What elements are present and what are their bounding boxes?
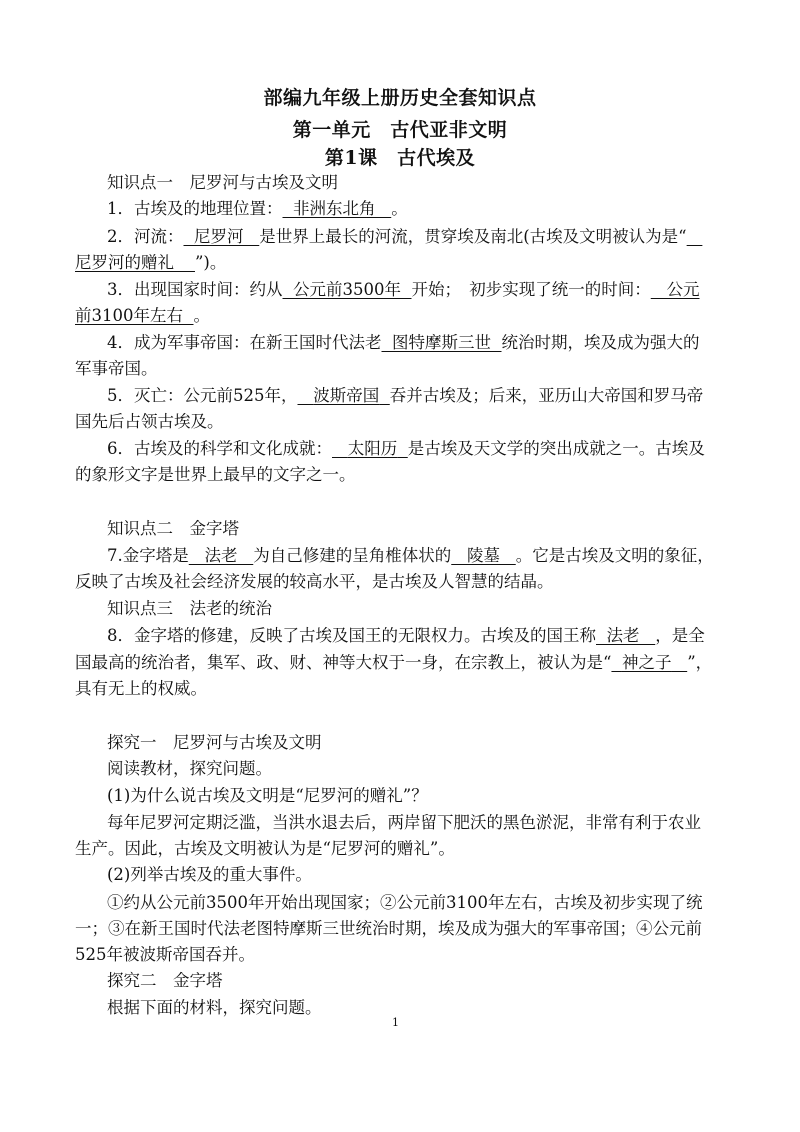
kp3-item-8: 8．金字塔的修建，反映了古埃及国王的无限权力。古埃及的国王称 法老 ，是全 (107, 626, 705, 645)
ex2-heading: 探究二 金字塔 (107, 971, 223, 990)
page-number: 1 (392, 1016, 399, 1029)
kp3-item-8-cont: 国最高的统治者，集军、政、财、神等大权于一身，在宗教上，被认为是“ 神之子 ”， (75, 653, 713, 672)
lesson-title: 第1课 古代埃及 (324, 147, 476, 169)
ex1-answer-1-cont: 生产。因此，古埃及文明被认为是“尼罗河的赠礼”。 (75, 839, 455, 858)
kp1-item-4-cont: 军事帝国。 (75, 359, 158, 378)
ex1-answer-2-cont2: 525年被波斯帝国吞并。 (75, 945, 255, 964)
kp1-item-2-cont: 尼罗河的赠礼 ”)。 (75, 253, 227, 272)
answer-blank: 神之子 (621, 653, 672, 672)
answer-blank: 前3100年左右 (75, 306, 183, 325)
kp2-heading: 知识点二 金字塔 (107, 519, 239, 538)
answer-blank: 非洲东北角 (293, 199, 376, 218)
kp1-item-5-cont: 国先后占领古埃及。 (75, 412, 224, 431)
ex1-intro: 阅读教材，探究问题。 (107, 759, 272, 778)
answer-blank: 法老 (204, 546, 238, 565)
answer-blank: 波斯帝国 (313, 386, 380, 405)
kp3-item-8-cont2: 具有无上的权威。 (75, 679, 207, 698)
answer-blank: 陵墓 (467, 546, 500, 565)
kp1-heading: 知识点一 尼罗河与古埃及文明 (107, 173, 338, 192)
ex1-question-2: (2)列举古埃及的重大事件。 (107, 865, 312, 884)
ex1-answer-2-cont: 一；③在新王国时代法老图特摩斯三世统治时期，埃及成为强大的军事帝国；④公元前 (75, 919, 702, 938)
answer-blank: 法老 (606, 626, 640, 645)
kp1-item-6: 6．古埃及的科学和文化成就： 太阳历 是古埃及天文学的突出成就之一。古埃及 (107, 439, 705, 458)
answer-blank: 图特摩斯三世 (392, 333, 491, 352)
answer-blank: 公元前3500年 (293, 280, 401, 299)
kp2-item-7-cont: 反映了古埃及社会经济发展的较高水平，是古埃及人智慧的结晶。 (75, 572, 554, 591)
answer-blank: 尼罗河的赠礼 (75, 253, 174, 272)
ex1-question-1: (1)为什么说古埃及文明是“尼罗河的赠礼”？ (107, 786, 428, 805)
kp1-item-1: 1．古埃及的地理位置： 非洲东北角 。 (107, 199, 408, 218)
kp1-item-3-cont: 前3100年左右 。 (75, 306, 210, 325)
unit-title: 第一单元 古代亚非文明 (292, 119, 508, 141)
kp1-item-2: 2．河流： 尼罗河 是世界上最长的河流，贯穿埃及南北(古埃及文明被认为是“ (107, 224, 762, 250)
kp3-heading: 知识点三 法老的统治 (107, 599, 272, 618)
document-title: 部编九年级上册历史全套知识点 (263, 87, 537, 109)
kp1-item-6-cont: 的象形文字是世界上最早的文字之一。 (75, 465, 356, 484)
ex1-answer-1: 每年尼罗河定期泛滥，当洪水退去后，两岸留下肥沃的黑色淤泥，非常有利于农业 (107, 813, 701, 832)
answer-blank: 太阳历 (347, 439, 398, 458)
answer-blank-start (687, 227, 703, 246)
kp1-item-3: 3．出现国家时间：约从 公元前3500年 开始； 初步实现了统一的时间： 公元 (107, 280, 700, 299)
answer-blank: 尼罗河 (194, 227, 244, 246)
kp2-item-7: 7.金字塔是 法老 为自己修建的呈角椎体状的 陵墓 。它是古埃及文明的象征， (107, 546, 714, 565)
kp1-item-4: 4．成为军事帝国：在新王国时代法老 图特摩斯三世 统治时期，埃及成为强大的 (107, 333, 700, 352)
answer-blank: 公元 (666, 280, 700, 299)
kp1-item-5: 5．灭亡：公元前525年， 波斯帝国 吞并古埃及；后来，亚历山大帝国和罗马帝 (107, 386, 704, 405)
ex1-heading: 探究一 尼罗河与古埃及文明 (107, 733, 322, 752)
ex2-intro: 根据下面的材料，探究问题。 (107, 998, 322, 1017)
ex1-answer-2: ①约从公元前3500年开始出现国家；②公元前3100年左右，古埃及初步实现了统 (107, 893, 703, 912)
